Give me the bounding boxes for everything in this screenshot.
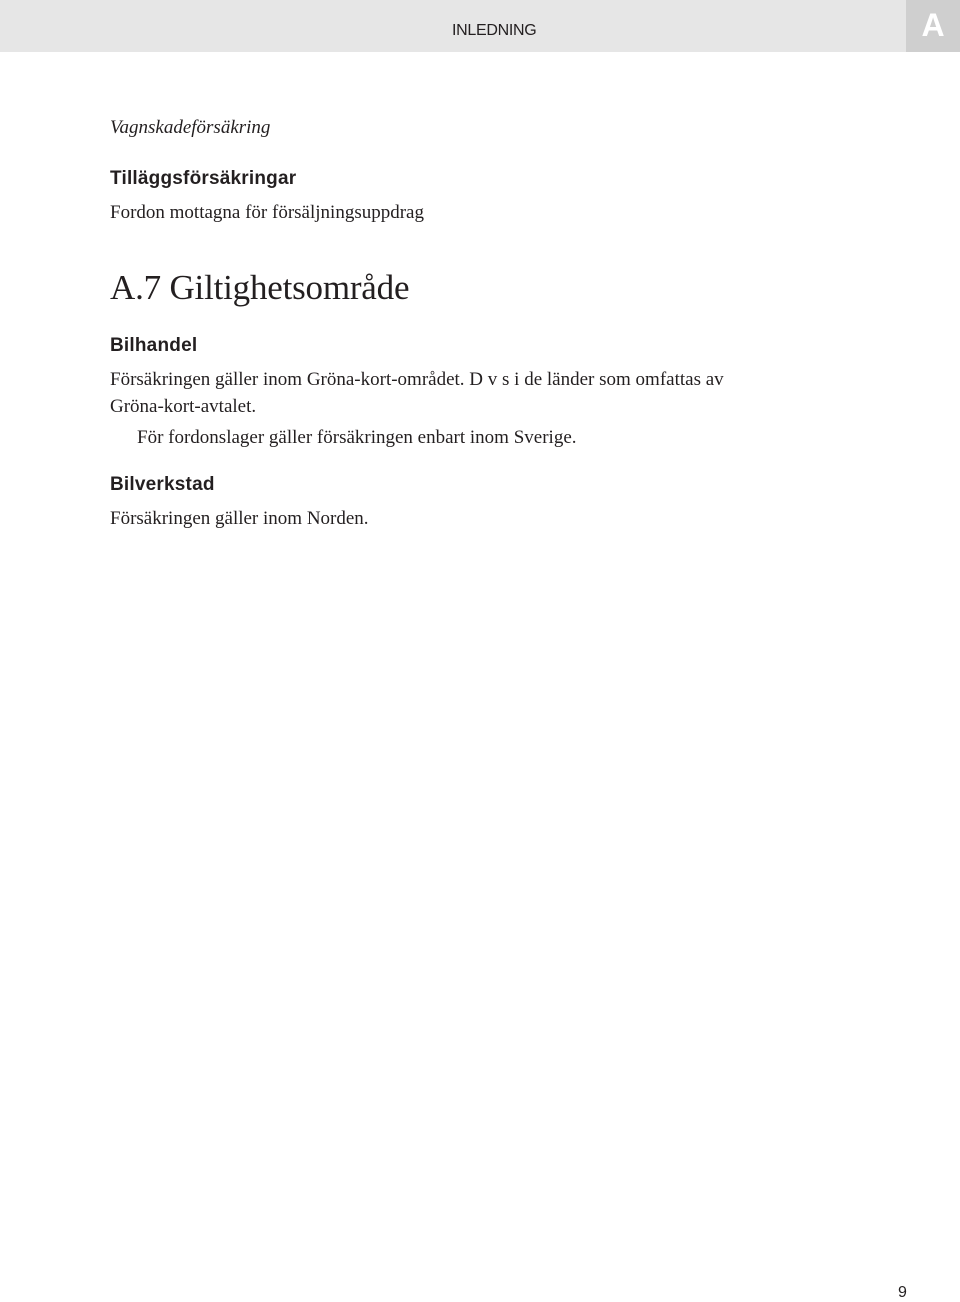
bilhandel-line-1: Försäkringen gäller inom Gröna-kort-området. D v s i de länder som omfattas av [110, 369, 724, 390]
bilverkstad-heading: Bilverkstad [110, 474, 215, 495]
chapter-tab: A [906, 0, 960, 52]
bilhandel-line-3: För fordonslager gäller försäkringen enbart inom Sverige. [137, 427, 577, 448]
page-number: 9 [898, 1284, 907, 1301]
bilverkstad-text: Försäkringen gäller inom Norden. [110, 508, 369, 529]
bilhandel-line-2: Gröna-kort-avtalet. [110, 396, 257, 417]
insurance-item-italic: Vagnskadeförsäkring [110, 117, 271, 138]
addon-text: Fordon mottagna för försäljningsuppdrag [110, 202, 424, 223]
addon-heading: Tilläggsförsäkringar [110, 168, 297, 189]
bilhandel-heading: Bilhandel [110, 335, 198, 356]
running-header-title: INLEDNING [452, 22, 537, 39]
section-title: A.7 Giltighetsområde [110, 268, 410, 307]
